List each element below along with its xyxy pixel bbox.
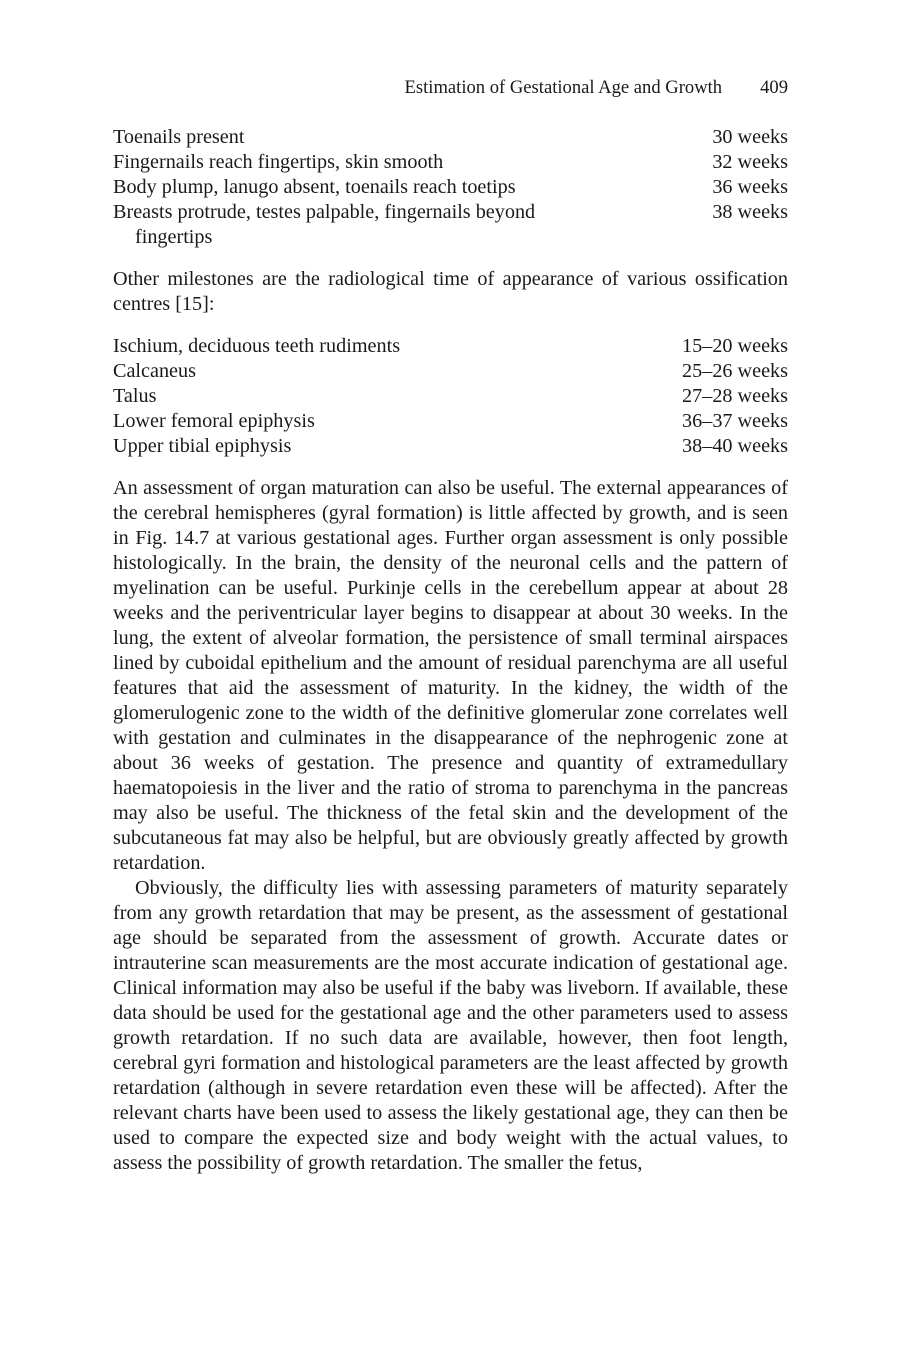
difficulty-paragraph: Obviously, the difficulty lies with assessing parameters of maturity separately from any growth retardation that may be present, as the assessment of gestational age should be separated from the assessment of growth. Accurate dates or intrauterine scan measurements are the most accurate indication of gestational age. Clinical information may also be useful if the baby was liveborn. If available, these data should be used for the gestational age and the other parameters used to assess growth retardation. If no such data are available, however, then foot length, cerebral gyri formation and histological parameters are the least affected by growth retardation (although in severe retardation even these will be affected). After the relevant charts have been used to assess the likely gestational age, they can then be used to compare the expected size and body weight with the actual values, to assess the possibility of growth retardation. The smaller the fetus, (113, 877, 788, 1174)
feature-label: Fingernails reach fingertips, skin smooth (113, 151, 444, 173)
ossification-intro-paragraph: Other milestones are the radiological time of appearance of various ossification centres [15]: (113, 268, 788, 315)
list-item (113, 384, 788, 409)
feature-label: Toenails present (113, 126, 245, 148)
list-item (113, 200, 788, 250)
page-number: 409 (760, 77, 788, 98)
ossification-label: Calcaneus (113, 360, 196, 382)
ossification-age: 27–28 weeks (682, 385, 788, 407)
list-item (113, 359, 788, 384)
running-header (113, 73, 788, 103)
running-title: Estimation of Gestational Age and Growth (404, 77, 723, 98)
list-item (113, 125, 788, 150)
external-features-list (113, 125, 788, 250)
ossification-label: Ischium, deciduous teeth rudiments (113, 335, 401, 357)
ossification-centres-list (113, 334, 788, 459)
ossification-age: 15–20 weeks (682, 335, 788, 357)
ossification-label: Upper tibial epiphysis (113, 435, 292, 457)
ossification-age: 25–26 weeks (682, 360, 788, 382)
ossification-label: Lower femoral epiphysis (113, 410, 315, 432)
ossification-age: 36–37 weeks (682, 410, 788, 432)
list-item (113, 175, 788, 200)
feature-age: 36 weeks (712, 176, 788, 198)
list-item (113, 434, 788, 459)
feature-age: 30 weeks (712, 126, 788, 148)
list-item (113, 150, 788, 175)
list-item (113, 409, 788, 434)
feature-age: 32 weeks (712, 151, 788, 173)
book-page (113, 73, 788, 1176)
ossification-label: Talus (113, 385, 157, 407)
organ-maturation-paragraph: An assessment of organ maturation can also be useful. The external appearances of the cerebral hemispheres (gyral formation) is little affected by growth, and is seen in Fig. 14.7 at various gestational ages. Further organ assessment is only possible histologically. In the brain, the density of the neuronal cells and the pattern of myelination can be useful. Purkinje cells in the cerebellum appear at about 28 weeks and the periventricular layer begins to disappear at about 30 weeks. In the lung, the extent of alveolar formation, the persistence of small terminal airspaces lined by cuboidal epithelium and the amount of residual parenchyma are all useful features that aid the assessment of maturity. In the kidney, the width of the glomerulogenic zone to the width of the definitive glomerular zone correlates well with gestation and culminates in the disappearance of the nephrogenic zone at about 36 weeks of gestation. The presence and quantity of extramedullary haematopoiesis in the liver and the ratio of stroma to parenchyma in the pancreas may also be useful. The thickness of the fetal skin and the development of the subcutaneous fat may also be helpful, but are obviously greatly affected by growth retardation. (113, 477, 788, 874)
feature-age: 38 weeks (712, 201, 788, 223)
list-item (113, 334, 788, 359)
ossification-age: 38–40 weeks (682, 435, 788, 457)
feature-label: Body plump, lanugo absent, toenails reach toetips (113, 176, 516, 198)
feature-label: Breasts protrude, testes palpable, fingernails beyond fingertips (113, 201, 536, 248)
